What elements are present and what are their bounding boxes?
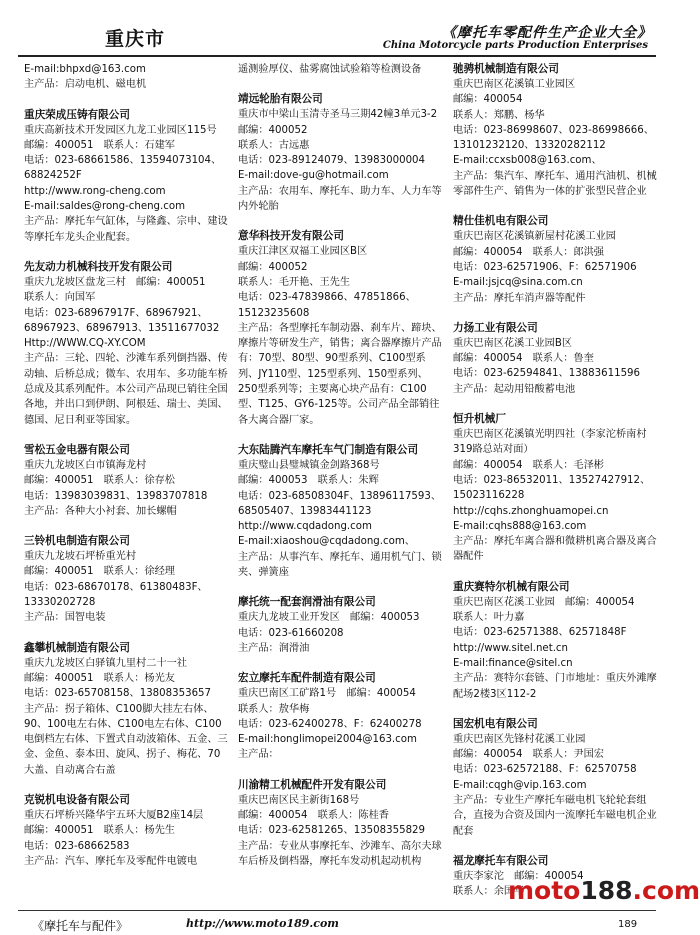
company-detail: 邮编：400051 联系人：杨光友	[24, 672, 175, 684]
company-detail: E-mail:honglimopei2004@163.com	[238, 734, 417, 746]
company-entry	[238, 443, 443, 580]
company-name: 恒升机械厂	[453, 413, 506, 426]
company-entry	[238, 595, 443, 656]
company-detail: 重庆九龙坡区白驿镇九里村二十一社	[24, 657, 187, 669]
company-detail: 邮编：400054 联系人：陈桂香	[238, 809, 389, 821]
company-detail: http://cqhs.zhonghuamopei.cn	[453, 505, 609, 517]
company-detail: 电话：023-86998607、023-86998666、13101232120、13320282112	[453, 124, 654, 152]
company-name: 大东陆腾汽车摩托车气门制造有限公司	[238, 443, 419, 456]
company-entry	[24, 641, 229, 778]
company-name: 先友动力机械科技开发有限公司	[24, 260, 173, 273]
company-detail: 重庆巴南区花溪镇光明四社（李家沱桥南村319路总站对面）	[453, 429, 647, 456]
company-name: 力扬工业有限公司	[453, 321, 538, 334]
column-middle	[238, 62, 448, 884]
company-detail: E-mail:cqhs888@163.com	[453, 520, 587, 532]
watermark-part: .com	[632, 876, 700, 905]
company-detail: 电话：13983039831、13983707818	[24, 490, 208, 502]
company-detail: 邮编：400053 联系人：朱辉	[238, 475, 379, 487]
company-name: 精仕佳机电有限公司	[453, 215, 549, 228]
company-detail: E-mail:jsjcq@sina.com.cn	[453, 277, 583, 289]
company-detail: 主产品：国智电装	[24, 612, 106, 624]
company-detail: 主产品：启动电机、磁电机	[24, 79, 147, 91]
company-detail: 电话：023-62572188、F：62570758	[453, 764, 637, 776]
page-footer	[0, 904, 674, 935]
company-detail: http://www.cqdadong.com	[238, 521, 372, 533]
magazine-name: 《摩托车与配件》	[32, 919, 129, 933]
company-detail: 重庆巴南区先锋村花溪工业园	[453, 733, 586, 745]
company-name: 靖远轮胎有限公司	[238, 93, 323, 106]
company-detail: 联系人：叶力嘉	[453, 612, 525, 624]
company-detail: http://www.rong-cheng.com	[24, 185, 166, 197]
company-entry	[24, 534, 229, 625]
watermark	[508, 876, 700, 905]
company-entry	[453, 580, 658, 702]
book-subtitle: China Motorcycle parts Production Enterprises	[382, 40, 648, 51]
company-name: 宏立摩托车配件制造有限公司	[238, 672, 376, 685]
company-detail: 重庆巴南区花溪工业园B区	[453, 337, 573, 349]
footer-url: http://www.moto189.com	[186, 917, 339, 930]
company-name: 重庆赛特尔机械有限公司	[453, 580, 570, 593]
company-detail: 电话：023-68508304F、13896117593、68505407、13983441123	[238, 490, 442, 517]
company-entry	[238, 62, 443, 77]
company-detail: 重庆巴南区花溪工业园 邮编：400054	[453, 596, 635, 608]
company-entry	[453, 62, 658, 199]
company-detail: 主产品：集汽车、摩托车、通用汽油机、机械零部件生产、销售为一体的扩张型民营企业	[453, 170, 657, 198]
company-detail: 重庆九龙坡工业开发区 邮编：400053	[238, 612, 420, 624]
company-detail: 邮编：400051 联系人：石建军	[24, 139, 175, 151]
company-detail: 重庆高新技术开发园区九龙工业园区115号	[24, 124, 217, 136]
company-detail: 邮编：400051 联系人：徐存松	[24, 475, 175, 487]
company-entry	[24, 443, 229, 519]
company-detail: 重庆巴南区花溪镇工业园区	[453, 79, 576, 90]
company-detail: 主产品：润滑油	[238, 642, 310, 654]
company-detail: 邮编：400054 联系人：尹国宏	[453, 749, 604, 761]
page-number: 189	[618, 919, 638, 930]
company-detail: 联系人：毛开艳、王先生	[238, 276, 351, 288]
company-detail: 重庆九龙坡区盘龙三村 邮编：400051	[24, 276, 206, 288]
company-name: 重庆荣成压铸有限公司	[24, 108, 130, 121]
company-detail: 电话：023-68967917F、68967921、68967923、68967913、13511677032	[24, 307, 220, 334]
company-entry	[24, 108, 229, 245]
company-entry	[238, 92, 448, 214]
company-detail: 联系人：敖华梅	[238, 703, 310, 715]
city-heading: 重庆市	[105, 28, 166, 50]
company-detail: 主产品：赛特尔套链、门市地址：重庆外滩摩配场2楼3区112-2	[453, 673, 657, 700]
company-name: 摩托统一配套润滑油有限公司	[238, 596, 376, 609]
company-detail: E-mail:ccxsb008@163.com、	[453, 155, 602, 167]
company-entry	[24, 793, 229, 869]
company-detail: 电话：023-62571388、62571848F	[453, 627, 627, 639]
company-name: 驰骋机械制造有限公司	[453, 63, 559, 75]
company-detail: 主产品：专业从事摩托车、沙滩车、高尔夫球车后桥及倒档器，摩托车发动机起动机构	[238, 840, 442, 867]
company-detail: 重庆市中梁山玉清寺圣马三期42幢3单元3-2 邮编：400052	[238, 109, 448, 136]
watermark-part: moto	[508, 876, 581, 905]
company-detail: 重庆巴南区民主新街168号	[238, 794, 360, 806]
company-detail: 电话：023-65708158、13808353657	[24, 688, 212, 700]
company-name: 福龙摩托车有限公司	[453, 854, 549, 867]
company-detail: 主产品：	[238, 749, 279, 761]
company-entry	[238, 671, 443, 762]
company-detail: 主产品：摩托车消声器等配件	[453, 292, 586, 304]
company-detail: 电话：023-62571906、F：62571906	[453, 261, 637, 273]
header-rule	[18, 55, 656, 57]
company-name: 意华科技开发有限公司	[238, 230, 344, 243]
company-detail: 电话：023-86532011、13527427912、15023116228	[453, 474, 651, 502]
company-detail: 重庆李家沱 邮编：400054	[453, 870, 584, 882]
company-name: 国宏机电有限公司	[453, 717, 538, 730]
company-entry	[453, 717, 658, 839]
column-left	[24, 62, 229, 884]
company-detail: 邮编：400051 联系人：徐经理	[24, 566, 175, 578]
company-detail: Http://WWW.CQ-XY.COM	[24, 338, 146, 350]
company-detail: E-mail:finance@sitel.cn	[453, 657, 573, 669]
company-detail: 邮编：400054 联系人：鲁奎	[453, 353, 594, 365]
company-detail: 邮编：400054	[453, 94, 523, 106]
company-detail: 电话：023-62400278、F：62400278	[238, 718, 422, 730]
company-detail: 联系人：向国军	[24, 292, 96, 304]
footer-rule	[18, 910, 656, 911]
company-detail: 重庆璧山县璧城镇金剑路368号	[238, 459, 380, 471]
company-detail: 重庆巴南区花溪镇新屋村花溪工业园	[453, 231, 616, 243]
company-entry	[453, 412, 658, 565]
company-detail: 电话：023-89124079、13983000004	[238, 155, 426, 167]
company-detail: 电话：023-62594841、13883611596	[453, 368, 641, 380]
company-name: 克锐机电设备有限公司	[24, 793, 130, 806]
company-detail: 主产品：摩托车离合器和微耕机离合器及离合器配件	[453, 536, 657, 563]
company-detail: 邮编：400054 联系人：郎洪强	[453, 246, 604, 258]
company-entry	[24, 260, 229, 428]
company-detail: 联系人：余国华	[453, 886, 525, 898]
company-detail: 主产品：摩托车气缸体，与隆鑫、宗申、建设等摩托车龙头企业配套。	[24, 216, 228, 243]
company-detail: 电话：023-68662583	[24, 840, 130, 852]
company-detail: 重庆江津区双福工业园区B区	[238, 246, 368, 258]
column-right	[453, 62, 658, 914]
company-detail: 邮编：400051 联系人：杨先生	[24, 825, 175, 837]
company-name: 雪松五金电器有限公司	[24, 443, 130, 456]
company-detail: 电话：023-68670178、61380483F、13330202728	[24, 581, 208, 609]
company-detail: 主产品：起动用铅酸蓄电池	[453, 383, 576, 395]
company-detail: 电话：023-68661586、13594073104、68824252F	[24, 155, 222, 182]
company-detail: 遥测验厚仪、盐雾腐蚀试验箱等检测设备	[238, 64, 422, 75]
watermark-part: 188	[580, 876, 633, 905]
company-entry	[453, 214, 658, 305]
company-detail: 重庆石坪桥兴隆华宇五环大厦B2座14层	[24, 809, 204, 821]
book-title: 《摩托车零配件生产企业大全》	[442, 25, 652, 41]
company-detail: 重庆巴南区工矿路1号 邮编：400054	[238, 688, 416, 700]
company-detail: 主产品：从事汽车、摩托车、通用机气门、锁夹、弹簧座	[238, 551, 442, 579]
company-entry	[453, 321, 658, 397]
company-entry	[238, 778, 443, 869]
company-detail: 电话：023-62581265、13508355829	[238, 825, 426, 837]
company-detail: 主产品：汽车、摩托车及零配件电镀电	[24, 855, 198, 867]
company-detail: E-mail:dove-gu@hotmail.com	[238, 170, 389, 182]
company-name: 鑫攀机械制造有限公司	[24, 641, 130, 654]
company-detail: 邮编：400054 联系人：毛泽彬	[453, 459, 604, 471]
company-detail: 主产品：三轮、四轮、沙滩车系列倒挡器、传动轴、后桥总成；微车、农用车、多功能车桥总成及其系列配件。本公司产品现已销往全国各地，并出口到伊朗、阿根廷、瑞士、美国、德国、尼日利亚等国家。	[24, 353, 228, 426]
company-detail: 主产品：农用车、摩托车、助力车、人力车等内外轮胎	[238, 185, 442, 213]
company-name: 川渝精工机械配件开发有限公司	[238, 778, 387, 791]
company-detail: 主产品：专业生产摩托车磁电机飞轮轮套组合，直接为合资及国内一流摩托车磁电机企业配套	[453, 794, 657, 837]
company-detail: E-mail:cqgh@vip.163.com	[453, 779, 587, 791]
company-detail: 联系人：古远惠	[238, 139, 310, 151]
company-detail: E-mail:xiaoshou@cqdadong.com、	[238, 536, 415, 548]
company-detail: 联系人：郑鹏、杨华	[453, 109, 545, 121]
company-entry	[238, 229, 443, 428]
company-name: 三铃机电制造有限公司	[24, 535, 130, 548]
company-detail: 主产品：拐子箱体、C100脚大挂左右体、90、100电左右体、C100电左右体、C100电倒档左右体、下置式自动波箱体、五金、三金、金鱼、泰本田、旋风、拐子、梅花、70大盖、自动离合右盖	[24, 703, 228, 776]
company-entry	[24, 62, 229, 93]
company-detail: 主产品：各型摩托车制动器、刹车片、蹄块、摩擦片等研发生产，销售；离合器摩擦片产品有：70型、80型、90型系列、C100型系列、JY110型、125型系列、150型系列、250型系列等；主要离心块产品有：C100型、T125、GY6-125等。公司产品全部销往各大离合器厂家。	[238, 322, 442, 426]
page-header	[0, 0, 674, 56]
company-detail: 主产品：各种大小衬套、加长螺帽	[24, 505, 177, 517]
company-detail: 电话：023-61660208	[238, 627, 344, 639]
company-detail: 电话：023-47839866、47851866、15123235608	[238, 292, 416, 319]
company-detail: 重庆九龙坡区白市镇海龙村	[24, 459, 147, 471]
company-detail: http://www.sitel.net.cn	[453, 642, 568, 654]
company-detail: 重庆九龙坡石坪桥重光村	[24, 551, 137, 563]
company-detail: 邮编：400052	[238, 261, 308, 273]
company-detail: E-mail:bhpxd@163.com	[24, 64, 146, 75]
company-detail: E-mail:saldes@rong-cheng.com	[24, 201, 186, 213]
